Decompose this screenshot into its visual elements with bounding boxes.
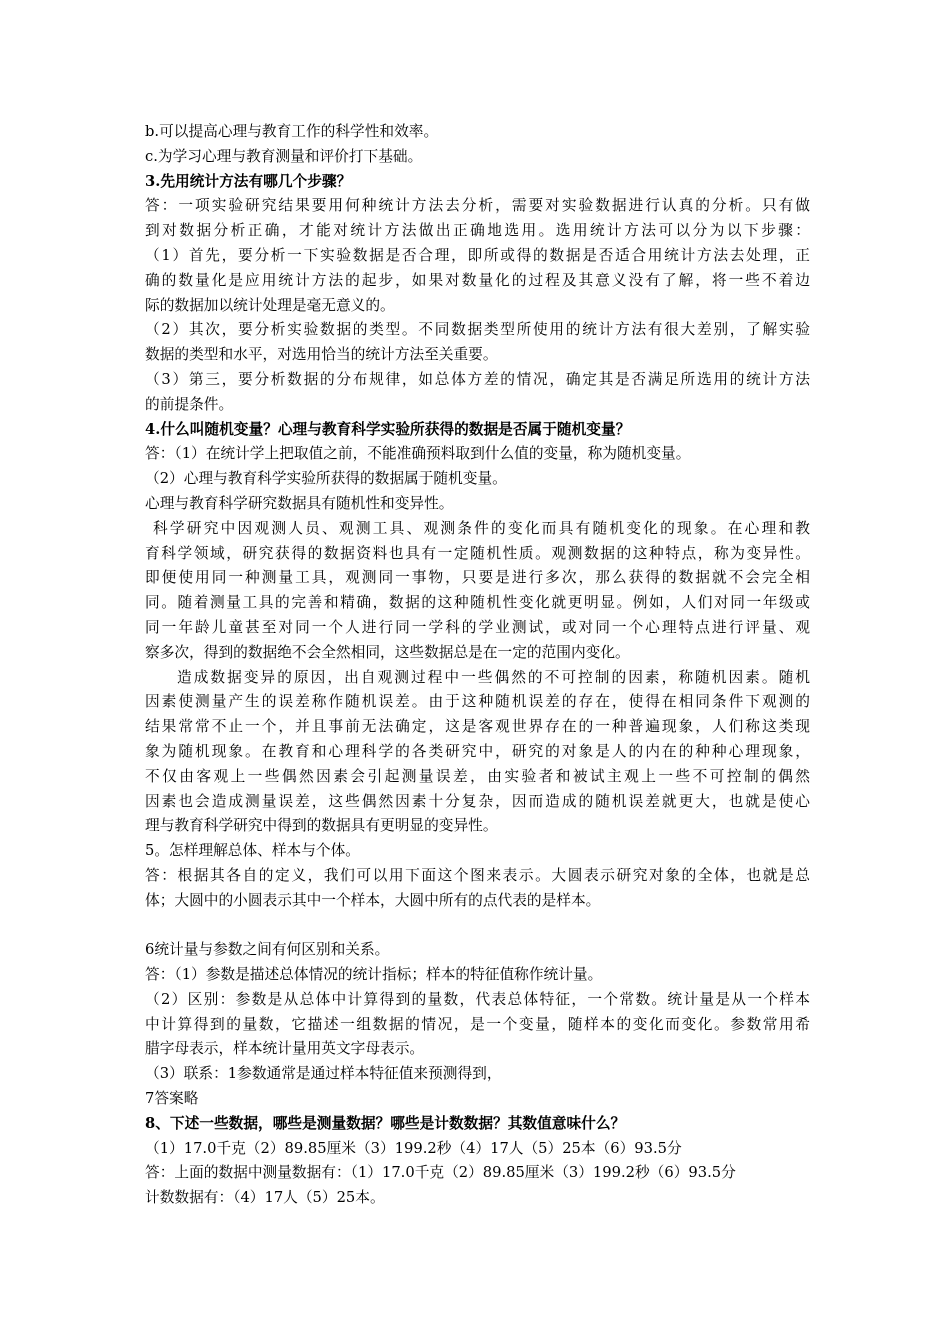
text-line: 察多次，得到的数据绝不会全然相同，这些数据总是在一定的范围内变化。 xyxy=(145,643,630,661)
blank-line xyxy=(145,914,810,939)
text-line: （3）第三，要分析数据的分布规律，如总体方差的情况，确定其是否满足所选用的统计方法 xyxy=(145,370,810,388)
text-line: 结果常常不止一个，并且事前无法确定，这是客观世界存在的一种普遍现象，人们称这类现 xyxy=(145,718,810,736)
text-line: 即便使用同一种测量工具，观测同一事物，只要是进行多次，那么获得的数据就不会完全相 xyxy=(145,569,810,587)
text-line: （1）首先，要分析一下实验数据是否合理，即所或得的数据是否适合用统计方法去处理，正 xyxy=(145,246,810,264)
text-line: 象为随机现象。在教育和心理科学的各类研究中，研究的对象是人的内在的种种心理现象， xyxy=(145,742,810,760)
text-line: 数据的类型和水平，对选用恰当的统计方法至关重要。 xyxy=(145,346,498,364)
text-line: 不仅由客观上一些偶然因素会引起测量误差，由实验者和被试主观上一些不可控制的偶然 xyxy=(145,767,810,785)
text-line: 科学研究中因观测人员、观测工具、观测条件的变化而具有随机变化的现象。在心理和教 xyxy=(153,519,810,537)
question-heading: 3.先用统计方法有哪几个步骤？ xyxy=(145,172,352,190)
question-heading: 8、下述一些数据，哪些是测量数据？哪些是计数数据？其数值意味什么？ xyxy=(145,1114,626,1132)
text-line: 计数数据有：（4）17人（5）25本。 xyxy=(145,1189,385,1207)
text-line: 答：上面的数据中测量数据有：（1）17.0千克（2）89.85厘米（3）199.2秒（6）93.5分 xyxy=(145,1164,736,1182)
text-line: 确的数量化是应用统计方法的起步，如果对数量化的过程及其意义没有了解，将一些不着边 xyxy=(145,271,810,289)
text-line: 答：根据其各自的定义，我们可以用下面这个图来表示。大圆表示研究对象的全体，也就是总 xyxy=(145,866,810,884)
question-heading: 5。怎样理解总体、样本与个体。 xyxy=(145,842,360,860)
text-line: 心理与教育科学研究数据具有随机性和变异性。 xyxy=(145,494,454,512)
text-line: b.可以提高心理与教育工作的科学性和效率。 xyxy=(145,123,439,140)
text-line: （1）17.0千克（2）89.85厘米（3）199.2秒（4）17人（5）25本（6）93.5分 xyxy=(145,1139,682,1157)
question-heading: 6统计量与参数之间有何区别和关系。 xyxy=(145,941,390,959)
text-line: （2）其次，要分析实验数据的类型。不同数据类型所使用的统计方法有很大差别，了解实验 xyxy=(145,321,810,339)
question-heading: 4.什么叫随机变量？心理与教育科学实验所获得的数据是否属于随机变量？ xyxy=(145,420,631,438)
text-line: c.为学习心理与教育测量和评价打下基础。 xyxy=(145,147,423,165)
text-line: （2）心理与教育科学实验所获得的数据属于随机变量。 xyxy=(145,470,507,488)
text-line: 的前提条件。 xyxy=(145,395,234,413)
text-line: 中计算得到的量数，它描述一组数据的情况，是一个变量，随样本的变化而变化。参数常用希 xyxy=(145,1015,810,1033)
text-line: 到对数据分析正确，才能对统计方法做出正确地选用。选用统计方法可以分为以下步骤： xyxy=(145,222,810,240)
document-page xyxy=(145,120,810,1211)
text-line: 答：（1）在统计学上把取值之前，不能准确预料取到什么值的变量，称为随机变量。 xyxy=(145,445,691,463)
text-line: 答：（1）参数是描述总体情况的统计指标；样本的特征值称作统计量。 xyxy=(145,966,603,984)
text-line: 答：一项实验研究结果要用何种统计方法去分析，需要对实验数据进行认真的分析。只有做 xyxy=(145,197,810,215)
text-line: 同。随着测量工具的完善和精确，数据的这种随机性变化就更明显。例如，人们对同一年级或 xyxy=(145,594,810,612)
text-line: 因素使测量产生的误差称作随机误差。由于这种随机误差的存在，使得在相同条件下观测的 xyxy=(145,693,810,711)
text-line: （3）联系：1参数通常是通过样本特征值来预测得到， xyxy=(145,1065,502,1083)
text-line: 造成数据变异的原因，出自观测过程中一些偶然的不可控制的因素，称随机因素。随机 xyxy=(177,668,810,686)
text-line: 体；大圆中的小圆表示其中一个样本，大圆中所有的点代表的是样本。 xyxy=(145,891,601,909)
question-heading: 7答案略 xyxy=(145,1090,199,1108)
text-line: 理与教育科学研究中得到的数据具有更明显的变异性。 xyxy=(145,817,498,835)
text-line: （2）区别：参数是从总体中计算得到的量数，代表总体特征，一个常数。统计量是从一个样本 xyxy=(145,990,810,1008)
text-line: 育科学领域，研究获得的数据资料也具有一定随机性质。观测数据的这种特点，称为变异性。 xyxy=(145,544,810,562)
text-line: 因素也会造成测量误差，这些偶然因素十分复杂，因而造成的随机误差就更大，也就是使心 xyxy=(145,792,810,810)
text-line: 腊字母表示，样本统计量用英文字母表示。 xyxy=(145,1040,425,1058)
text-line: 同一年龄儿童甚至对同一个人进行同一学科的学业测试，或对同一个心理特点进行评量、观 xyxy=(145,618,810,636)
text-line: 际的数据加以统计处理是毫无意义的。 xyxy=(145,296,395,314)
